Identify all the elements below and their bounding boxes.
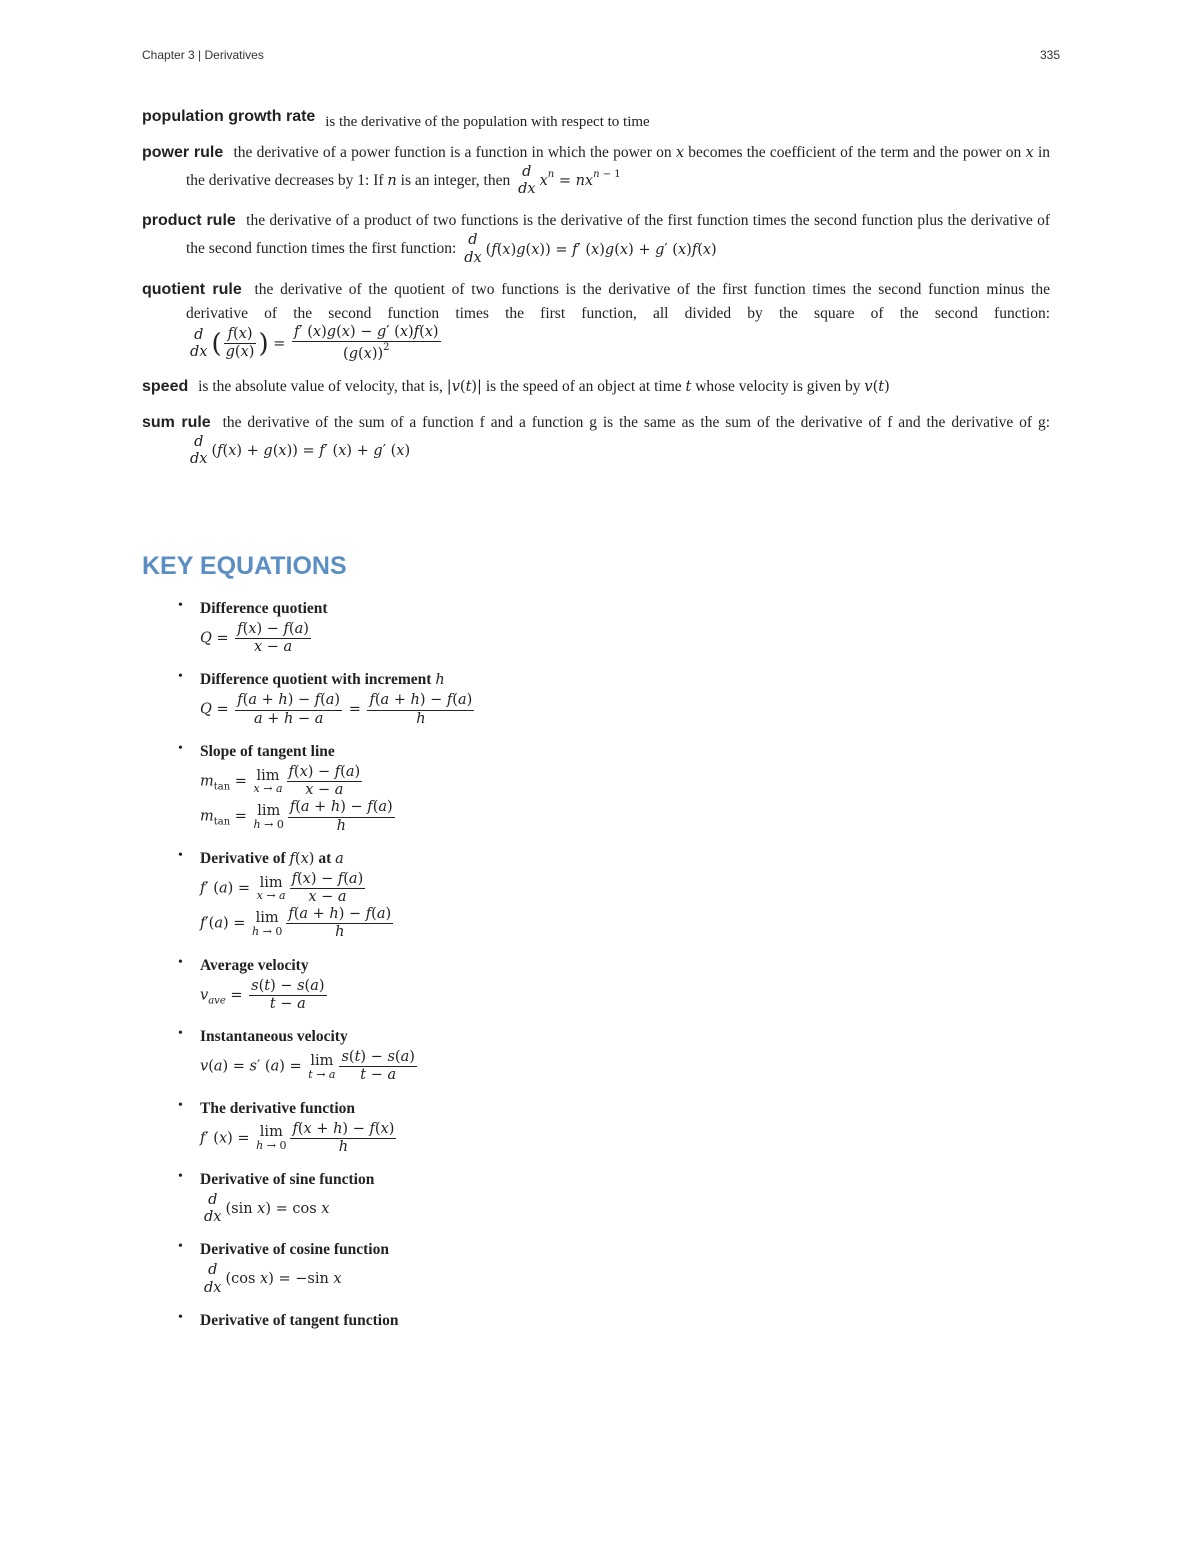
key-equation-title: • Difference quotient xyxy=(200,600,328,617)
key-equation-formula: $m_{tan}$ = lim h → 0 $\frac{f(a + h) - f(a)}{h}$ xyxy=(200,799,393,834)
glossary-term: power rule xyxy=(142,144,224,161)
key-equation-item xyxy=(176,1169,1036,1225)
key-equation-item xyxy=(176,848,1036,941)
chapter-title: Chapter 3 | Derivatives xyxy=(142,48,264,62)
math-variable: x xyxy=(675,145,685,161)
glossary-entry-power-rule xyxy=(142,141,1050,197)
key-equation-formula: Q = $\frac{f(a + h) - f(a)}{a + h - a}$ = $\frac{f(a + h) - f(a)}{h}$ xyxy=(200,692,473,727)
key-equation-formula: $v_{ave}$ = $\frac{s(t) - s(a)}{t - a}$ xyxy=(200,977,325,1012)
glossary-term: product rule xyxy=(142,212,236,230)
power-rule-formula: d dx $x^n = nx^{n - 1}$ xyxy=(518,164,621,198)
key-equation-formula: d dx (sin x) = cos x xyxy=(204,1191,330,1226)
glossary-term: population growth rate xyxy=(142,108,316,125)
key-equation-title: • Derivative of sine function xyxy=(200,1170,375,1188)
key-equation-formula: v(a) = s′ (a) = lim t → a $\frac{s(t) - s(a)}{t - a}$ xyxy=(200,1049,415,1084)
page-header xyxy=(142,48,1060,68)
key-equation-title-text: Difference quotient with increment xyxy=(200,671,432,689)
glossary-term: quotient rule xyxy=(142,280,242,298)
key-equation-formula: f′ (a) = lim x → a $\frac{f(x) - f(a)}{x - a}$ xyxy=(200,870,364,905)
math-variable: h xyxy=(435,672,445,689)
key-equation-item xyxy=(176,598,1036,655)
glossary-entry-sum-rule xyxy=(142,411,1050,467)
sum-rule-formula: d dx (f(x) + g(x)) = f′ (x) + g′ (x) xyxy=(190,433,411,467)
glossary-definition-part: the derivative of a power function is a function in which the power on xyxy=(233,144,672,161)
glossary-definition: the derivative of the quotient of two functions is the derivative of the first function times the second function minus the derivative of the second function times the first function, all divided by the square of the second function: xyxy=(186,280,1050,322)
velocity-formula: v(t) xyxy=(864,378,890,395)
key-equation-title: • The derivative function xyxy=(200,1099,355,1117)
glossary-entry-product-rule xyxy=(142,209,1050,265)
key-equation-title: • Slope of tangent line xyxy=(200,742,335,760)
quotient-rule-formula: d dx ( $\frac{f(x)}{g(x)}$ ) = $\frac{f' (x)g(x) - g' (x)f(x)}{(g(x))^2}$ xyxy=(190,324,439,363)
glossary xyxy=(142,105,1050,479)
key-equation-title: • Derivative of tangent function xyxy=(200,1311,399,1329)
key-equation-item xyxy=(176,1239,1036,1295)
key-equation-item xyxy=(176,1098,1036,1155)
glossary-entry-population-growth-rate xyxy=(142,105,1050,129)
page-number: 335 xyxy=(1039,48,1060,62)
key-equation-formula: $m_{tan}$ = lim x → a $\frac{f(x) - f(a)}{x - a}$ xyxy=(200,763,361,799)
key-equation-item xyxy=(176,1026,1036,1083)
key-equation-formula: Q = $\frac{f(x) - f(a)}{x - a}$ xyxy=(200,621,309,656)
key-equation-formula: d dx (cos x) = −sin x xyxy=(204,1262,342,1296)
glossary-definition-part: is the absolute value of velocity, that is, xyxy=(198,377,443,395)
math-variable: t xyxy=(685,378,692,395)
key-equation-item xyxy=(176,1310,1036,1332)
product-rule-formula: d dx (f(x)g(x)) = f′ (x)g(x) + g′ (x)f(x) xyxy=(464,232,717,266)
key-equation-title: • Average velocity xyxy=(200,956,309,974)
key-equations-list xyxy=(176,598,1036,1346)
key-equations-heading: KEY EQUATIONS xyxy=(142,552,347,580)
key-equation-title: • Derivative of cosine function xyxy=(200,1241,389,1259)
key-equation-item xyxy=(176,741,1036,834)
key-equation-title xyxy=(200,848,1036,870)
speed-formula: |v(t)| xyxy=(446,378,482,395)
glossary-entry-speed xyxy=(142,375,1050,399)
math-variable: n xyxy=(387,173,397,190)
glossary-definition-part: whose velocity is given by xyxy=(695,377,861,395)
key-equation-formula: f′(a) = lim h → 0 $\frac{f(a + h) - f(a)}{h}$ xyxy=(200,906,392,941)
key-equation-title-text: at xyxy=(318,849,332,867)
glossary-definition: the derivative of the sum of a function f and a function g is the same as the sum of the derivative of f and the derivative of g: xyxy=(222,413,1051,431)
math-variable: x xyxy=(1025,145,1034,161)
glossary-definition-part: is the speed of an object at time xyxy=(485,377,682,395)
glossary-entry-quotient-rule xyxy=(142,278,1050,363)
key-equation-item xyxy=(176,955,1036,1012)
glossary-definition-part: becomes the coefficient of the term and the power on xyxy=(688,144,1022,161)
glossary-definition: is the derivative of the population with respect to time xyxy=(325,114,650,130)
glossary-term: speed xyxy=(142,377,189,395)
key-equation-title: • Instantaneous velocity xyxy=(200,1028,348,1046)
key-equation-title xyxy=(200,669,1036,691)
glossary-definition-part: is an integer, then xyxy=(400,172,511,190)
math-variable: a xyxy=(335,850,344,867)
key-equation-title-text: Derivative of xyxy=(200,849,286,867)
key-equation-item xyxy=(176,669,1036,726)
glossary-definition: the derivative of a product of two functions is the derivative of the first function times the second function plus the derivative of the second function times the first function: xyxy=(186,212,1050,258)
glossary-term: sum rule xyxy=(142,413,211,431)
key-equation-formula: f′ (x) = lim h → 0 $\frac{f(x + h) - f(x)}{h}$ xyxy=(200,1120,395,1155)
glossary-definition-part: in the derivative decreases by 1: If xyxy=(186,144,1051,190)
math-expression: f(x) xyxy=(289,850,315,867)
